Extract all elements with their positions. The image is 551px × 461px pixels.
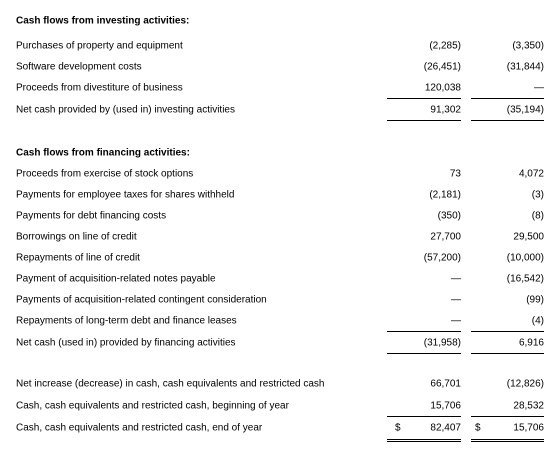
value: 82,407 — [430, 422, 461, 433]
value: (8) — [531, 210, 544, 221]
prior-year-cell — [471, 77, 544, 98]
current-year-cell — [387, 226, 461, 247]
value: (4) — [531, 315, 544, 326]
value: (16,542) — [506, 273, 544, 284]
row-label: Purchases of property and equipment — [16, 40, 183, 51]
current-year-cell — [387, 99, 461, 120]
table-row — [0, 35, 551, 56]
current-year-cell — [387, 205, 461, 226]
prior-year-cell — [471, 163, 544, 184]
double-rule-top — [387, 439, 461, 440]
prior-year-cell — [471, 99, 544, 120]
value: 66,701 — [430, 378, 461, 389]
double-rule-bottom — [471, 441, 544, 442]
current-year-cell — [387, 289, 461, 310]
total-rule — [387, 353, 461, 354]
row-label: Borrowings on line of credit — [16, 231, 137, 242]
prior-year-cell — [471, 332, 544, 353]
table-row — [0, 373, 551, 394]
grand-total-row — [0, 417, 551, 438]
value: — — [451, 315, 461, 326]
subtotal-row — [0, 332, 551, 353]
value: (31,958) — [423, 337, 461, 348]
value: — — [534, 82, 544, 93]
current-year-cell — [387, 332, 461, 353]
double-rule-bottom — [387, 441, 461, 442]
table-row — [0, 77, 551, 98]
value: (3,350) — [512, 40, 544, 51]
prior-year-cell — [471, 417, 544, 438]
value: (350) — [437, 210, 461, 221]
current-year-cell — [387, 35, 461, 56]
value: 91,302 — [430, 104, 461, 115]
prior-year-cell — [471, 184, 544, 205]
current-year-cell — [387, 77, 461, 98]
value: — — [451, 294, 461, 305]
financing-section-header — [0, 142, 551, 163]
current-year-cell — [387, 310, 461, 331]
current-year-cell — [387, 373, 461, 394]
row-label: Net increase (decrease) in cash, cash equivalents and restricted cash — [16, 378, 325, 389]
total-rule — [471, 353, 544, 354]
table-row — [0, 247, 551, 268]
table-row — [0, 205, 551, 226]
value: 29,500 — [513, 231, 544, 242]
row-label: Net cash (used in) provided by financing activities — [16, 337, 236, 348]
row-label: Payments for debt financing costs — [16, 210, 167, 221]
prior-year-cell — [471, 35, 544, 56]
value: (57,200) — [423, 252, 461, 263]
prior-year-cell — [471, 226, 544, 247]
table-row — [0, 226, 551, 247]
table-row — [0, 395, 551, 416]
value: 4,072 — [518, 168, 544, 179]
prior-year-cell — [471, 205, 544, 226]
row-label: Software development costs — [16, 61, 142, 72]
table-row — [0, 184, 551, 205]
row-label: Repayments of long-term debt and finance leases — [16, 315, 237, 326]
current-year-cell — [387, 163, 461, 184]
value: (10,000) — [506, 252, 544, 263]
table-row — [0, 289, 551, 310]
row-label: Net cash provided by (used in) investing activities — [16, 104, 235, 115]
row-label: Payments for employee taxes for shares withheld — [16, 189, 235, 200]
value: 15,706 — [430, 400, 461, 411]
section-title: Cash flows from financing activities: — [16, 147, 190, 158]
table-row — [0, 163, 551, 184]
value: 120,038 — [424, 82, 461, 93]
value: (12,826) — [506, 378, 544, 389]
value: (3) — [531, 189, 544, 200]
section-title: Cash flows from investing activities: — [16, 15, 190, 26]
value: 28,532 — [513, 400, 544, 411]
current-year-cell — [387, 247, 461, 268]
value: 73 — [449, 168, 461, 179]
value: (31,844) — [506, 61, 544, 72]
table-row — [0, 56, 551, 77]
current-year-cell — [387, 184, 461, 205]
row-label: Repayments of line of credit — [16, 252, 140, 263]
current-year-cell — [387, 395, 461, 416]
total-rule — [387, 120, 461, 121]
value: (2,285) — [429, 40, 461, 51]
prior-year-cell — [471, 289, 544, 310]
value: (26,451) — [423, 61, 461, 72]
prior-year-cell — [471, 395, 544, 416]
table-row — [0, 268, 551, 289]
current-year-cell — [387, 56, 461, 77]
prior-year-cell — [471, 247, 544, 268]
value: (35,194) — [506, 104, 544, 115]
current-year-cell — [387, 268, 461, 289]
double-rule-top — [471, 439, 544, 440]
value: 15,706 — [513, 422, 544, 433]
currency-symbol: $ — [395, 422, 401, 433]
row-label: Payments of acquisition-related contingent consideration — [16, 294, 267, 305]
investing-section-header — [0, 10, 551, 31]
prior-year-cell — [471, 56, 544, 77]
row-label: Payment of acquisition-related notes payable — [16, 273, 216, 284]
row-label: Cash, cash equivalents and restricted cash, beginning of year — [16, 400, 289, 411]
value: (99) — [526, 294, 544, 305]
prior-year-cell — [471, 310, 544, 331]
total-rule — [471, 120, 544, 121]
row-label: Proceeds from exercise of stock options — [16, 168, 194, 179]
value: — — [451, 273, 461, 284]
subtotal-row — [0, 99, 551, 120]
row-label: Cash, cash equivalents and restricted cash, end of year — [16, 422, 263, 433]
table-row — [0, 310, 551, 331]
currency-symbol: $ — [475, 422, 481, 433]
prior-year-cell — [471, 373, 544, 394]
prior-year-cell — [471, 268, 544, 289]
current-year-cell — [387, 417, 461, 438]
value: (2,181) — [429, 189, 461, 200]
value: 6,916 — [518, 337, 544, 348]
value: 27,700 — [430, 231, 461, 242]
row-label: Proceeds from divestiture of business — [16, 82, 183, 93]
